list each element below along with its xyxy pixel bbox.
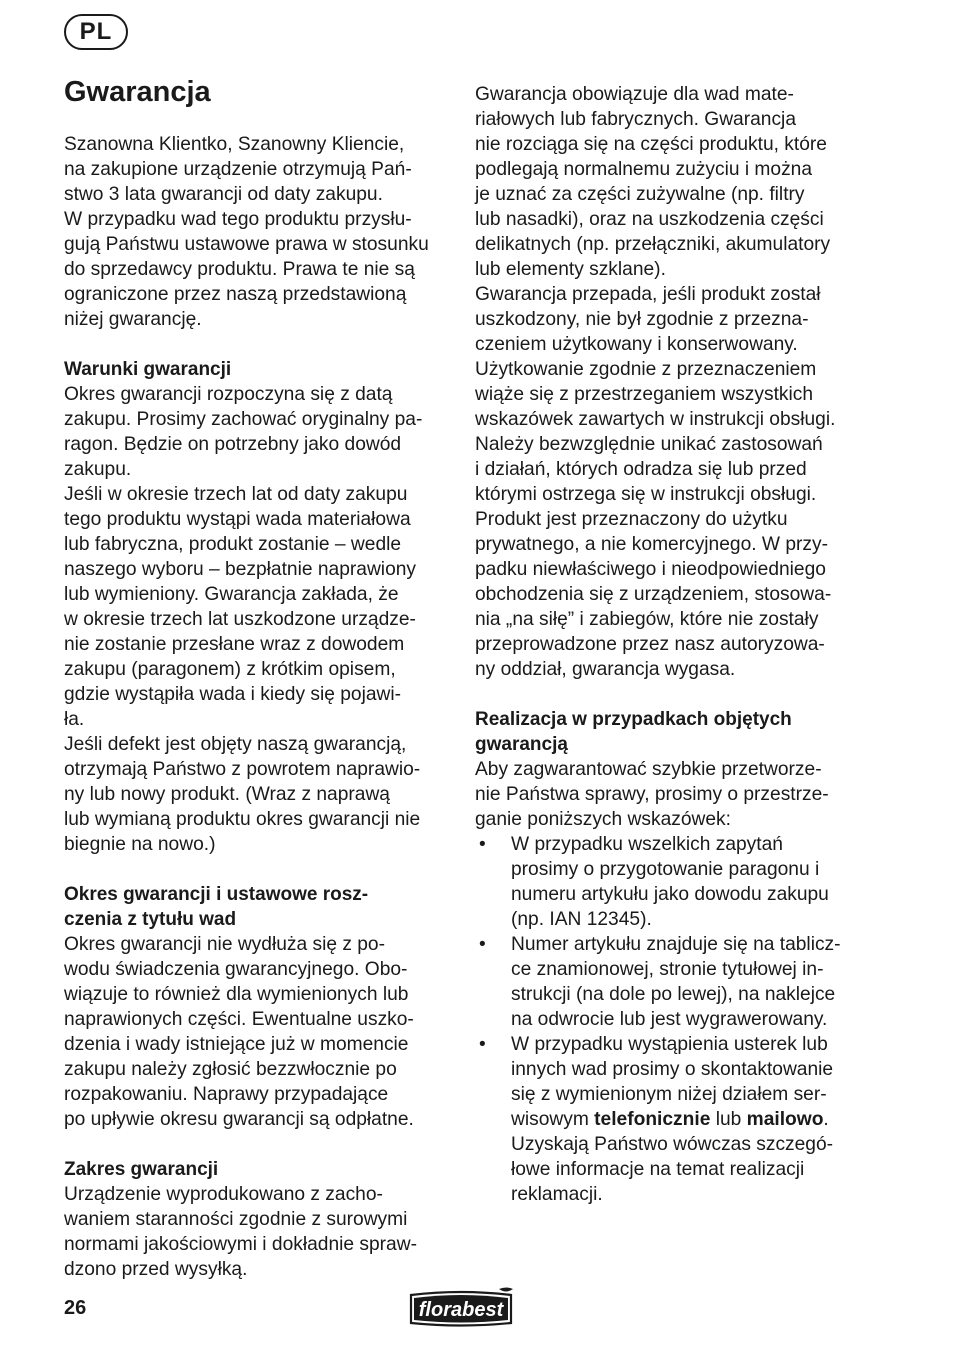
page-number: 26 [64, 1297, 87, 1319]
bullet-marker: • [479, 834, 486, 855]
bullet-marker: • [479, 1034, 486, 1055]
claims-bullet-list [475, 832, 865, 1207]
list-item-line: . [823, 1109, 829, 1130]
heading-warranty-period: Okres gwarancji i ustawowe rosz- czenia z tytułu wad [64, 884, 369, 930]
list-item-text [511, 1034, 833, 1205]
list-item-line: się z wymienionym niżej działem ser- [511, 1084, 827, 1105]
warranty-period-text: Okres gwarancji nie wydłuża się z po- wodu świadczenia gwarancyjnego. Obo- wiązuje to również dla wymienionych lub naprawionych części. Ewentualne uszko- dzenia i wady istniejące już w momencie zakupu należy zgłosić bezzwłocznie po rozpakowaniu. Naprawy przypadające po upływie okresu gwarancji są odpłatne. [64, 934, 414, 1130]
brand-logo-text: florabest [418, 1299, 504, 1321]
email-contact-emphasis: mailowo [746, 1109, 824, 1130]
page-title: Gwarancja [64, 76, 211, 108]
language-badge: PL [64, 14, 128, 50]
list-item-line: wisowym [511, 1109, 595, 1130]
intro-paragraph: Szanowna Klientko, Szanowny Kliencie, na zakupione urządzenie otrzymują Pań- stwo 3 lata gwarancji od daty zakupu. W przypadku wad tego produktu przysłu- gują Państwu ustawowe prawa w stosunku do sprzedawcy produktu. Prawa te nie są ograniczone przez naszą przedstawioną niżej gwarancję. [64, 134, 429, 330]
left-column [64, 132, 449, 1282]
bullet-marker: • [479, 934, 486, 955]
phone-contact-emphasis: telefonicznie [594, 1109, 711, 1130]
list-item [475, 1032, 865, 1207]
list-item-line: W przypadku wystąpienia usterek lub [511, 1034, 828, 1055]
warranty-conditions-text: Okres gwarancji rozpoczyna się z datą zakupu. Prosimy zachować oryginalny pa- ragon. Będzie on potrzebny jako dowód zakupu. Jeśli w okresie trzech lat od daty zakupu tego produktu wystąpi wada materiałowa lub fabryczna, produkt zostanie – wedle naszego wyboru – bezpłatnie naprawiony lub wymieniony. Gwarancja zakłada, że w okresie trzech lat uszkodzone urządze- nie zostanie przesłane wraz z dowodem zakupu (paragonem) z krótkim opisem, gdzie wystąpiła wada i kiedy się pojawi- ła. Jeśli defekt jest objęty naszą gwarancją, otrzymają Państwo z powrotem naprawio- ny lub nowy produkt. (Wraz z naprawą lub wymianą produktu okres gwarancji nie biegnie na nowo.) [64, 384, 423, 855]
list-item-line: Uzyskają Państwo wówczas szczegó- [511, 1134, 834, 1155]
list-item [475, 832, 865, 932]
right-column [475, 82, 865, 1207]
florabest-logo [405, 1286, 517, 1328]
warranty-scope-continued-text: Gwarancja obowiązuje dla wad mate- riałowych lub fabrycznych. Gwarancja nie rozciąga się na części produktu, które podlegają normalnemu zużyciu i można je uznać za części zużywalne (np. filtry lub nasadki), oraz na uszkodzenia części delikatnych (np. przełączniki, akumulatory lub elementy szklane). Gwarancja przepada, jeśli produkt został uszkodzony, nie był zgodnie z przezna- czeniem użytkowany i konserwowany. Użytkowanie zgodnie z przeznaczeniem wiąże się z przestrzeganiem wszystkich wskazówek zawartych w instrukcji obsługi. Należy bezwzględnie unikać zastosowań i działań, których odradza się lub przed którymi ostrzega się w instrukcji obsługi. Produkt jest przeznaczony do użytku prywatnego, a nie komercyjnego. W przy- padku niewłaściwego i nieodpowiedniego obchodzenia się z urządzeniem, stosowa- nia „na siłę” i zabiegów, które nie zostały przeprowadzone przez nasz autoryzowa- ny oddział, gwarancja wygasa. [475, 84, 836, 680]
list-item-text: W przypadku wszelkich zapytań prosimy o przygotowanie paragonu i numeru artykułu jako dowodu zakupu (np. IAN 12345). [511, 834, 829, 930]
list-item-line: lub [710, 1109, 747, 1130]
list-item-text: Numer artykułu znajduje się na tablicz- ce znamionowej, stronie tytułowej in- strukcji (na dole po lewej), na naklejce na odwrocie lub jest wygrawerowany. [511, 934, 841, 1030]
heading-warranty-claims: Realizacja w przypadkach objętych gwarancją [475, 709, 792, 755]
list-item-line: innych wad prosimy o skontaktowanie [511, 1059, 834, 1080]
warranty-claims-intro: Aby zagwarantować szybkie przetworze- nie Państwa sprawy, prosimy o przestrze- ganie poniższych wskazówek: [475, 759, 829, 830]
list-item-line: reklamacji. [511, 1184, 603, 1205]
list-item-line: łowe informacje na temat realizacji [511, 1159, 805, 1180]
list-item [475, 932, 865, 1032]
warranty-scope-text: Urządzenie wyprodukowano z zacho- waniem staranności zgodnie z surowymi normami jakościowymi i dokładnie spraw- dzono przed wysyłką. [64, 1184, 417, 1280]
heading-warranty-scope: Zakres gwarancji [64, 1159, 219, 1180]
heading-warranty-conditions: Warunki gwarancji [64, 359, 232, 380]
